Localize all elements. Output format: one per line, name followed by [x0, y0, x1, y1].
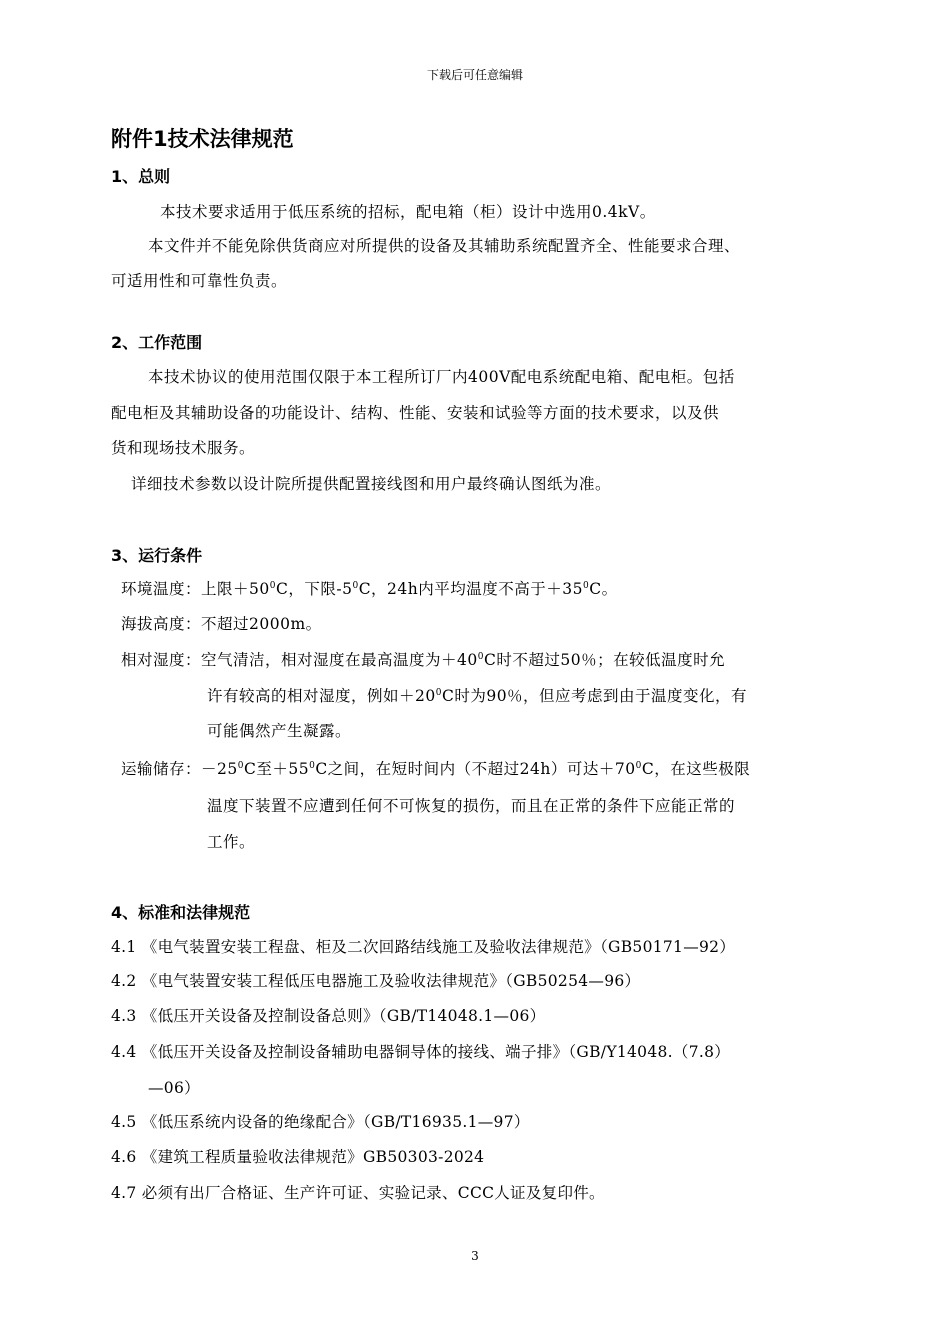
scope-paragraph-line-2: 配电柜及其辅助设备的功能设计、结构、性能、安装和试验等方面的技术要求，以及供 — [111, 404, 720, 422]
standard-item: 4.7 必须有出厂合格证、生产许可证、实验记录、CCC人证及复印件。 — [111, 1184, 605, 1202]
page-number: 3 — [471, 1249, 479, 1263]
condition-storage: 运输储存：$-25^0C$至$+55^0C$之间，在短时间内（不超过24h）可达$+70^0C$，在这些极限 — [121, 760, 751, 778]
standard-item: 4.1 《电气装置安装工程盘、柜及二次回路结线施工及验收法律规范》（GB50171—92） — [111, 938, 736, 956]
condition-storage-label: 运输储存： — [121, 760, 202, 778]
condition-humidity-line-3: 可能偶然产生凝露。 — [207, 722, 352, 740]
standard-item: 4.3 《低压开关设备及控制设备总则》（GB/T14048.1—06） — [111, 1007, 546, 1025]
section-heading-general: 1、总则 — [111, 167, 171, 186]
condition-temperature-label: 环境温度： — [121, 580, 202, 598]
condition-storage-line-2: 温度下装置不应遭到任何不可恢复的损伤，而且在正常的条件下应能正常的 — [207, 797, 736, 815]
standard-item: 4.6 《建筑工程质量验收法律规范》GB50303-2024 — [111, 1148, 485, 1166]
general-paragraph-2-line-1: 本文件并不能免除供货商应对所提供的设备及其辅助系统配置齐全、性能要求合理、 — [148, 237, 741, 255]
standard-item: 4.2 《电气装置安装工程低压电器施工及验收法律规范》（GB50254—96） — [111, 972, 641, 990]
standard-item-continuation: —06） — [148, 1079, 200, 1097]
section-heading-scope: 2、工作范围 — [111, 333, 203, 352]
condition-humidity: 相对湿度：空气清洁，相对湿度在最高温度为$+40^0C$时不超过50％；在较低温度时允 — [121, 651, 726, 669]
general-paragraph-1: 本技术要求适用于低压系统的招标，配电箱（柜）设计中选用0.4kV。 — [160, 203, 656, 221]
scope-paragraph-line-1: 本技术协议的使用范围仅限于本工程所订厂内400V配电系统配电箱、配电柜。包括 — [148, 368, 735, 386]
scope-paragraph-line-3: 货和现场技术服务。 — [111, 439, 256, 457]
scope-paragraph-2: 详细技术参数以设计院所提供配置接线图和用户最终确认图纸为准。 — [131, 475, 612, 493]
condition-altitude: 海拔高度：不超过2000m。 — [121, 615, 322, 633]
condition-altitude-label: 海拔高度： — [121, 615, 202, 633]
section-heading-conditions: 3、运行条件 — [111, 546, 203, 565]
document-title: 附件1技术法律规范 — [111, 127, 294, 151]
header-note: 下载后可任意编辑 — [426, 68, 523, 82]
condition-storage-line-3: 工作。 — [207, 833, 256, 851]
standard-item: 4.5 《低压系统内设备的绝缘配合》（GB/T16935.1—97） — [111, 1113, 530, 1131]
standard-item: 4.4 《低压开关设备及控制设备辅助电器铜导体的接线、端子排》（GB/Y14048.（7.8） — [111, 1043, 731, 1061]
condition-humidity-line-2: 许有较高的相对湿度，例如$+20^0C$时为90％，但应考虑到由于温度变化，有 — [207, 687, 748, 705]
section-heading-standards: 4、标准和法律规范 — [111, 903, 251, 922]
condition-temperature: 环境温度：上限$+50^0C$，下限$-5^0C$，24h内平均温度不高于$+35^0C$。 — [121, 580, 618, 598]
condition-humidity-label: 相对湿度： — [121, 651, 202, 669]
general-paragraph-2-line-2: 可适用性和可靠性负责。 — [111, 272, 288, 290]
